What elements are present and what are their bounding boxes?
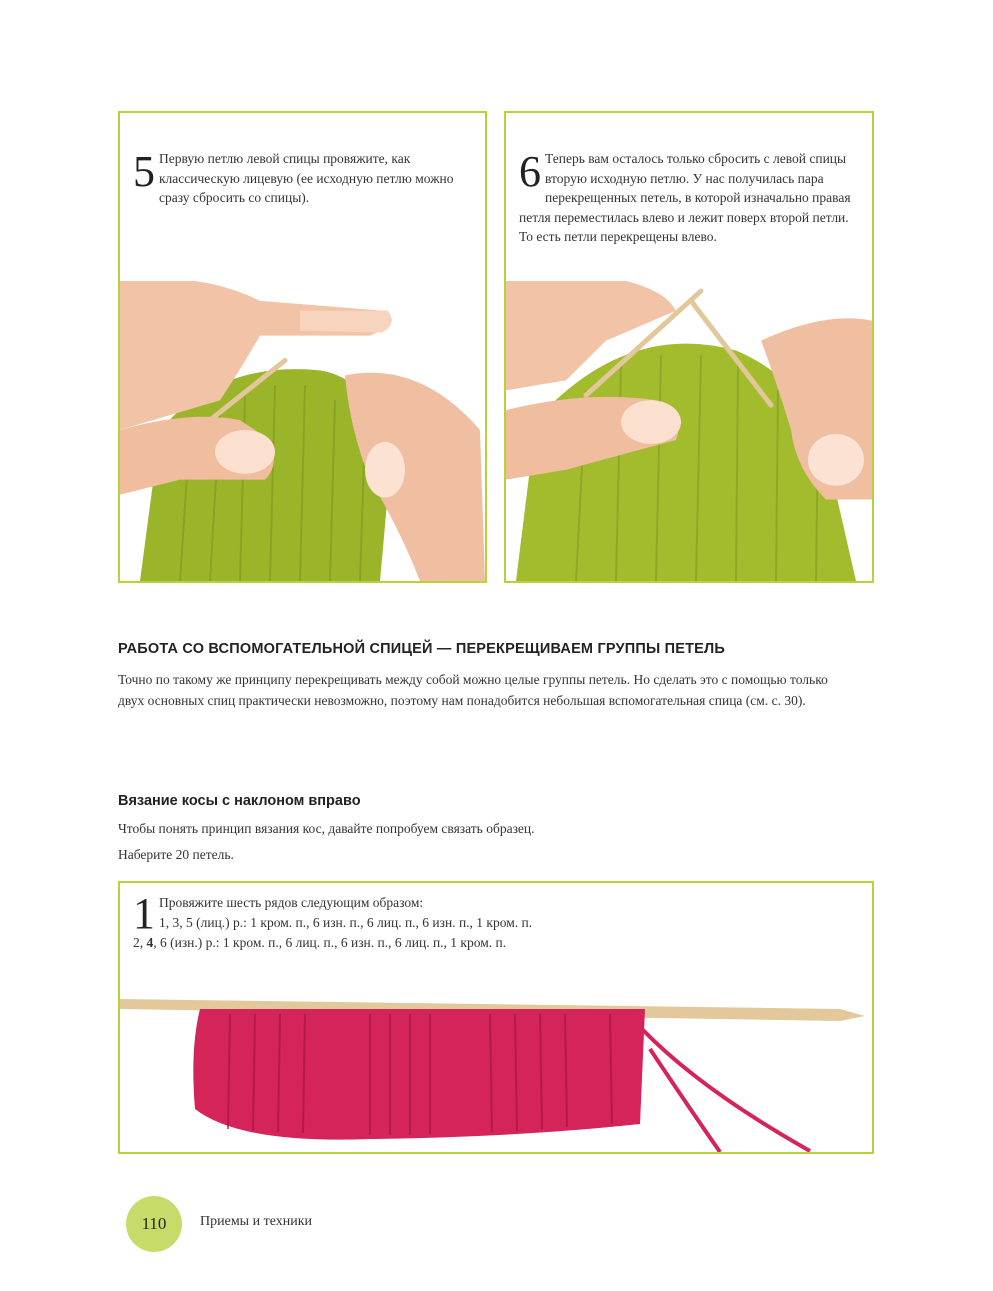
- step-5-text: Первую петлю левой спицы провяжите, как классическую лицевую (ее исходную петлю можно сразу сбросить со спицы).: [159, 151, 454, 205]
- step-5-number: 5: [133, 147, 155, 196]
- step-6-number: 6: [519, 147, 541, 196]
- step-5-text-block: [133, 149, 478, 208]
- section-title: РАБОТА СО ВСПОМОГАТЕЛЬНОЙ СПИЦЕЙ — ПЕРЕКРЕЩИВАЕМ ГРУППЫ ПЕТЕЛЬ: [118, 641, 726, 657]
- section-paragraph: Точно по такому же принципу перекрещивать между собой можно целые группы петель. Но сделать это с помощью только двух основных спиц практически невозможно, поэтому нам понадобится небольшая вспомогательная спица (см. с. 30).: [118, 672, 828, 708]
- step-1-text-block: [133, 889, 853, 953]
- step-6-panel: [504, 111, 874, 583]
- step-1-line-2: 1, 3, 5 (лиц.) р.: 1 кром. п., 6 изн. п., 6 лиц. п., 6 изн. п., 1 кром. п.: [159, 914, 533, 930]
- step-6-text: Теперь вам осталось только сбросить с левой спицы вторую исходную петлю. У нас получилась пара перекрещенных петель, в которой изначально правая петля переместилась влево и лежит поверх второй петли. То есть петли перекрещены влево.: [519, 151, 851, 244]
- page-number: 110: [141, 1214, 167, 1233]
- step-1-line-1: Провяжите шесть рядов следующим образом:: [159, 895, 424, 910]
- step-1-photo: [120, 969, 872, 1152]
- step-5-photo: [120, 281, 485, 581]
- step-1-line-3: 2, 4, 6 (изн.) р.: 1 кром. п., 6 лиц. п., 6 изн. п., 6 лиц. п., 1 кром. п.: [133, 935, 507, 950]
- step-1-panel: [118, 881, 874, 1154]
- subsection-line-2: Наберите 20 петель.: [118, 847, 234, 862]
- footer-label: Приемы и техники: [200, 1214, 312, 1229]
- step-6-text-block: [519, 149, 854, 247]
- step-6-photo: [506, 281, 872, 581]
- subsection-title: Вязание косы с наклоном вправо: [118, 793, 361, 809]
- step-1-number: 1: [133, 889, 155, 938]
- subsection-line-1: Чтобы понять принцип вязания кос, давайте попробуем связать образец.: [118, 821, 535, 836]
- page-number-badge: [126, 1196, 182, 1252]
- step-5-panel: [118, 111, 487, 583]
